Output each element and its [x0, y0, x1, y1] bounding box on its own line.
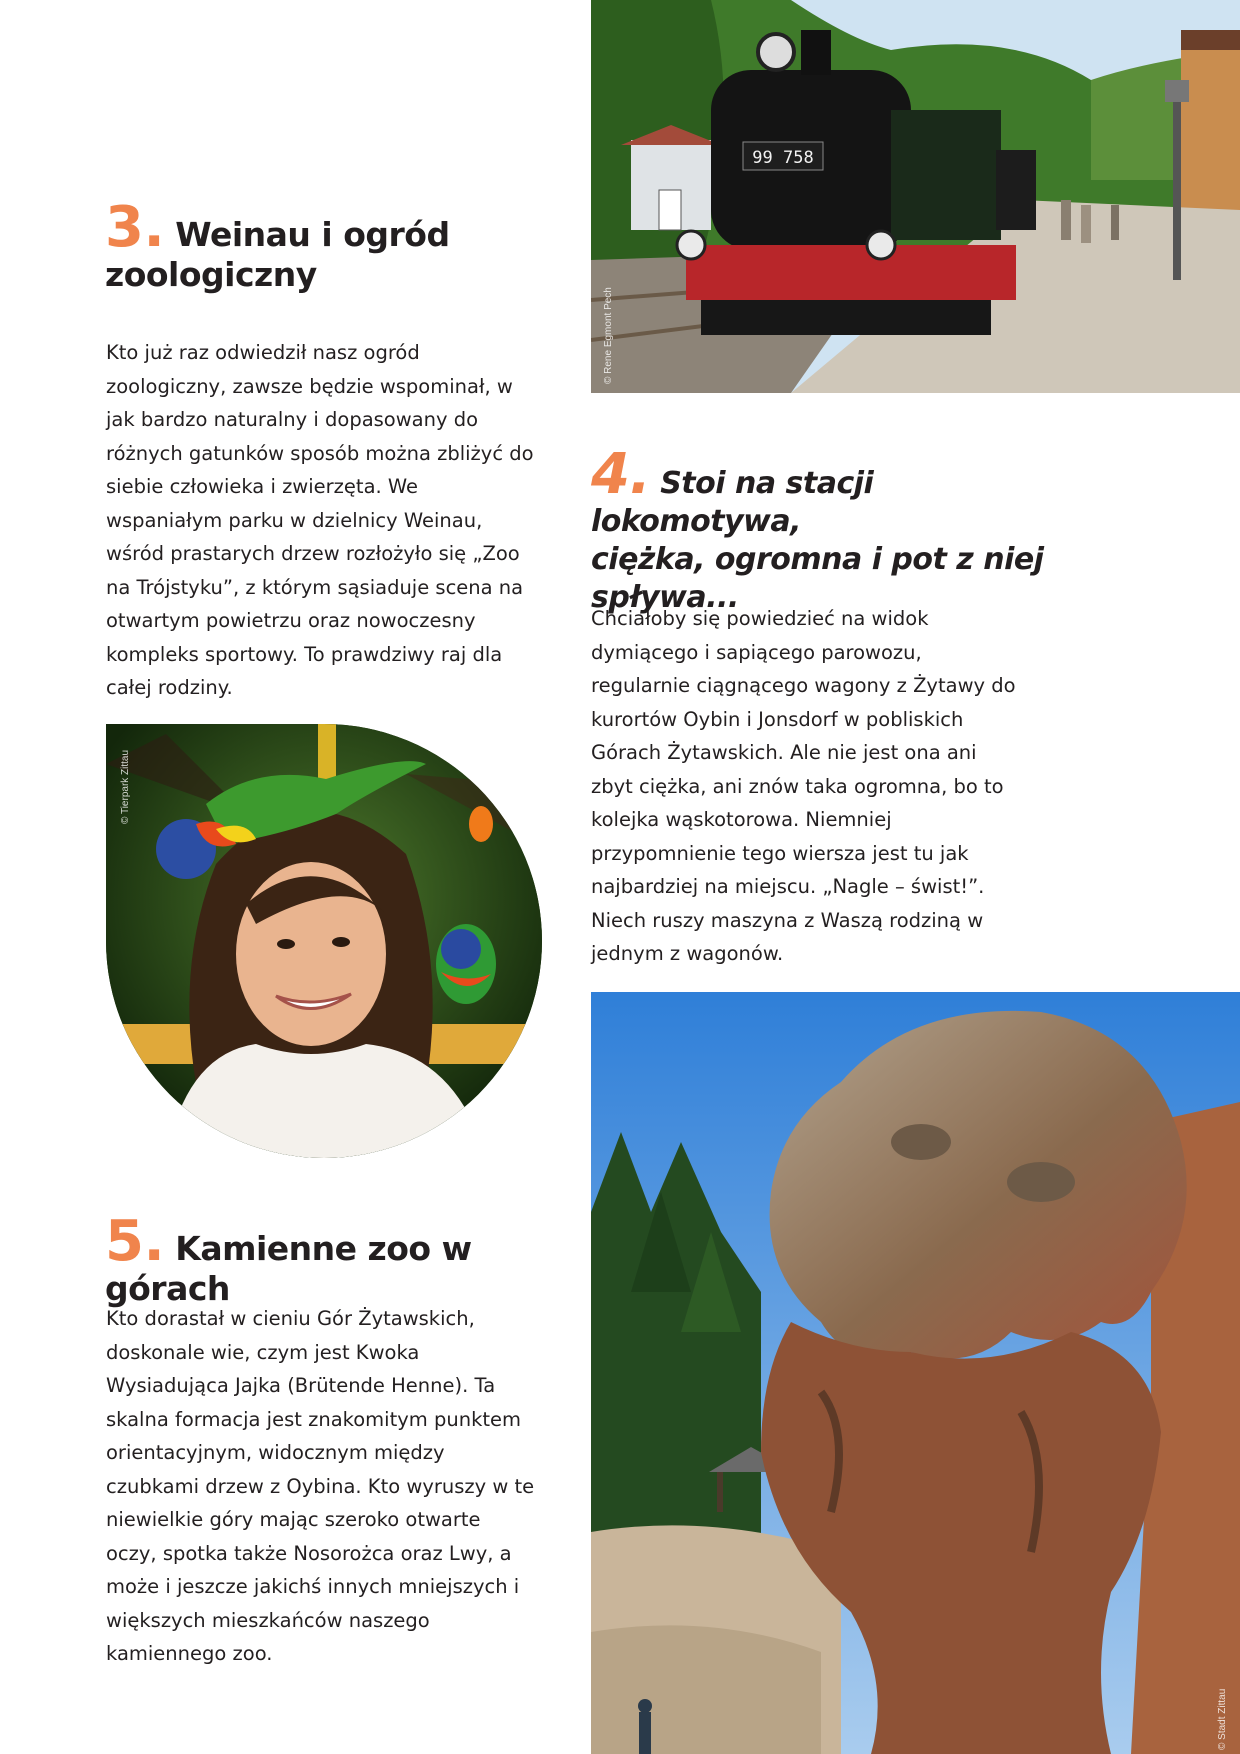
zoo-photo-illustration — [106, 724, 542, 1158]
zoo-photo — [106, 724, 542, 1158]
rock-photo-credit: © Stadt Zittau — [1217, 1688, 1228, 1750]
section-4-heading — [591, 442, 1051, 617]
locomotive-photo-illustration — [591, 0, 1240, 393]
locomotive-number: 99 758 — [752, 148, 814, 168]
section-4-title-line2: ciężka, ogromna i pot z niej — [591, 542, 1044, 577]
section-5-title: Kamienne zoo w górach — [105, 1229, 472, 1308]
rock-formation-illustration — [591, 992, 1240, 1754]
section-4-title-line3: spływa... — [591, 580, 739, 615]
section-5-body: Kto dorastał w cieniu Gór Żytawskich, doskonale wie, czym jest Kwoka Wysiadująca Jajka (Brütende Henne). Ta skalna formacja jest znakomitym punktem orientacyjnym, widocznym między czubkami drzew z Oybina. Kto wyruszy w te niewielkie góry mając szeroko otwarte oczy, spotka także Nosorożca oraz Lwy, a może i jeszcze jakichś innych mniejszych i większych mieszkańców naszego kamiennego zoo. — [106, 1307, 535, 1665]
section-4-body: Chciałoby się powiedzieć na widok dymiącego i sapiącego parowozu, regularnie ciągnącego wagony z Żytawy do kurortów Oybin i Jonsdorf w pobliskich Górach Żytawskich. Ale nie jest ona ani zbyt ciężka, ani znów taka ogromna, bo to kolejka wąskotorowa. Niemniej przypomnienie tego wiersza jest tu jak najbardziej na miejscu. „Nagle – świst!”. Niech ruszy maszyna z Waszą rodziną w jednym z wagonów. — [591, 607, 1016, 965]
section-3-heading — [105, 195, 535, 295]
locomotive-photo-credit: © Rene Egmont Pech — [603, 287, 614, 384]
section-4-number: 4. — [591, 442, 651, 507]
zoo-photo-credit: © Tierpark Zittau — [120, 749, 131, 824]
section-4-title-line1: Stoi na stacji lokomotywa, — [591, 466, 874, 539]
section-3-title-line1: Weinau i ogród — [175, 215, 450, 254]
section-5-heading — [105, 1209, 565, 1309]
section-5-number: 5. — [105, 1209, 165, 1274]
rock-formation-photo — [591, 992, 1240, 1754]
locomotive-photo — [591, 0, 1240, 393]
section-3-number: 3. — [105, 195, 165, 260]
section-3-title-line2: zoologiczny — [105, 255, 317, 294]
section-3-body: Kto już raz odwiedził nasz ogród zoologiczny, zawsze będzie wspominał, w jak bardzo naturalny i dopasowany do różnych gatunków sposób można zbliżyć do siebie człowieka i zwierzęta. We wspaniałym parku w dzielnicy Weinau, wśród prastarych drzew rozłożyło się „Zoo na Trójstyku”, z którym sąsiaduje scena na otwartym powietrzu oraz nowoczesny kompleks sportowy. To prawdziwy raj dla całej rodziny. — [106, 341, 534, 699]
